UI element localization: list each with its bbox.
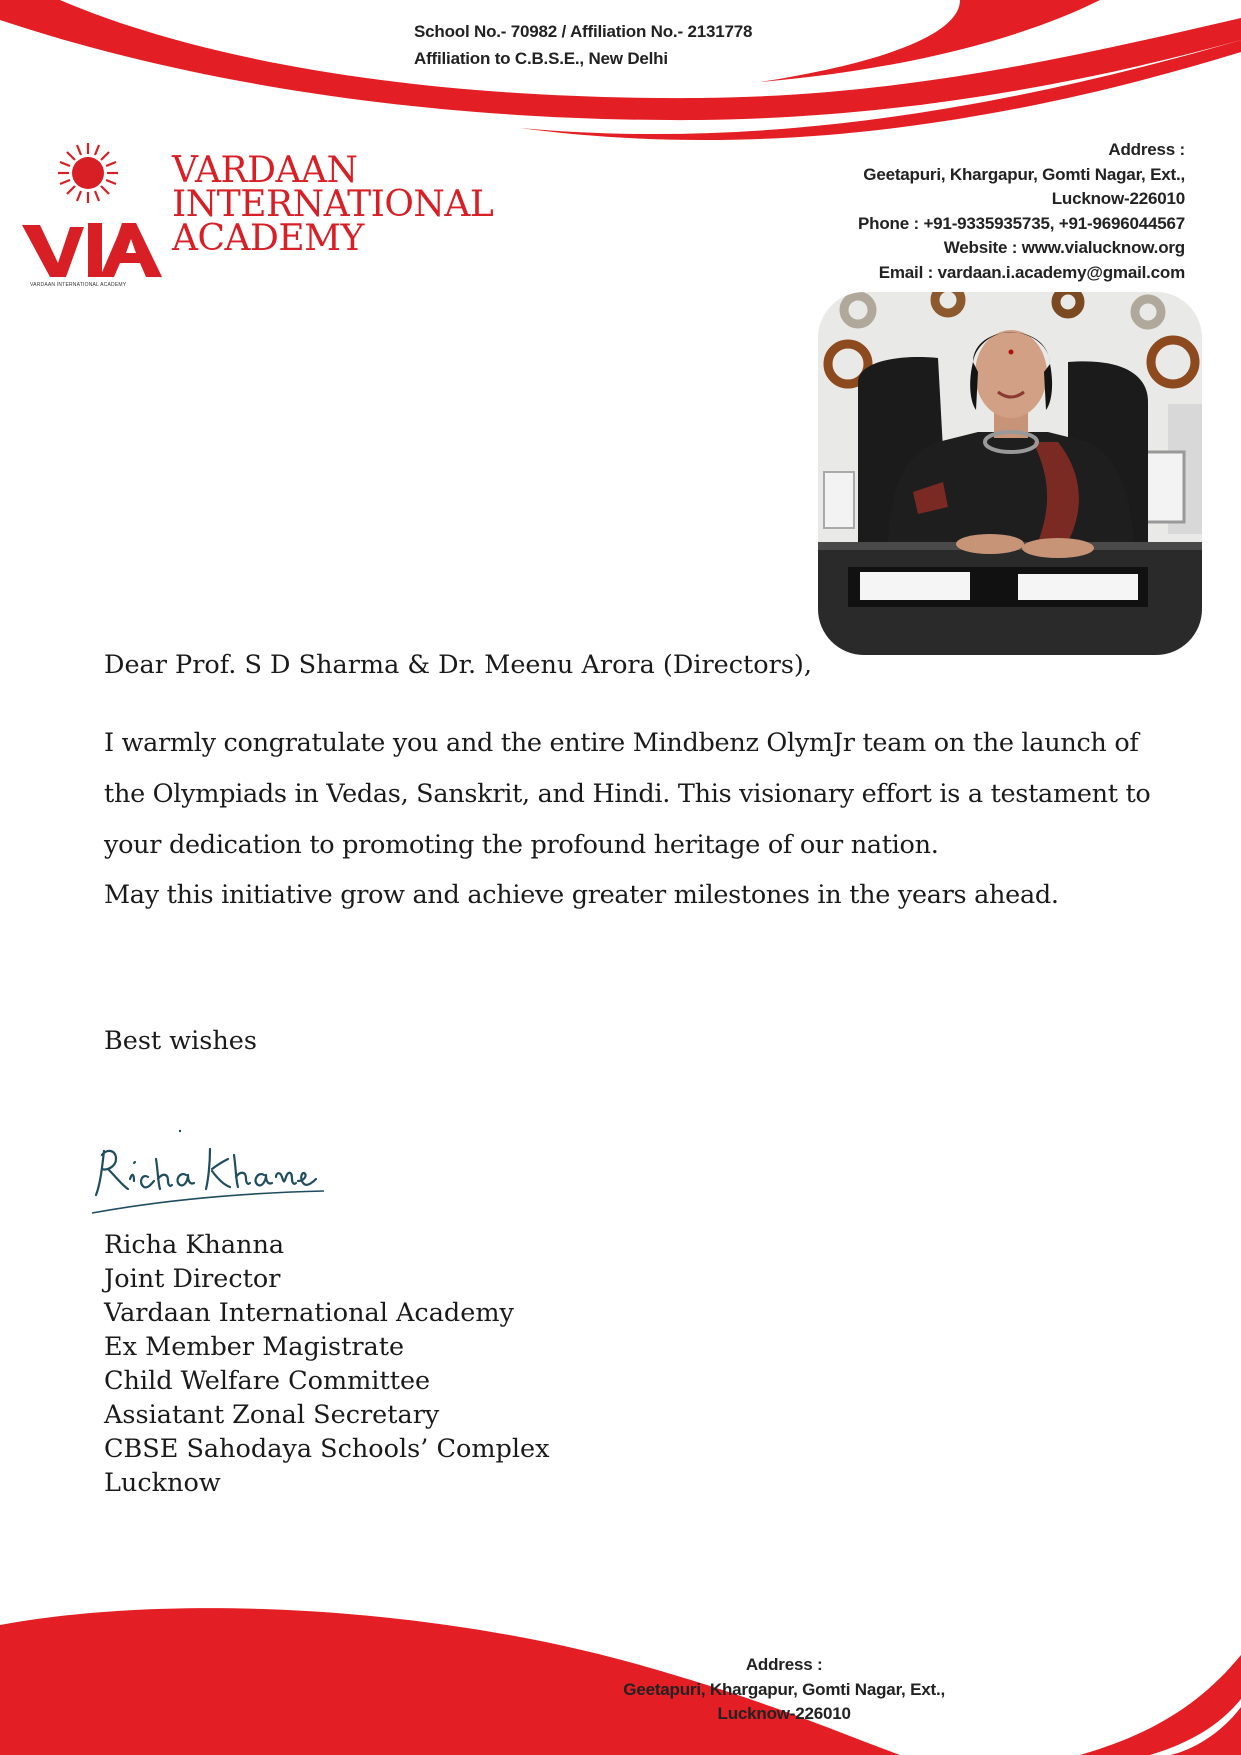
phone-line: Phone : +91-9335935735, +91-9696044567 [858, 213, 1185, 233]
signatory-role: Assiatant Zonal Secretary [104, 1400, 440, 1430]
address-line1: Geetapuri, Khargapur, Gomti Nagar, Ext., [863, 164, 1185, 184]
school-name-line1: VARDAAN [172, 150, 358, 191]
signatory-organisation: Vardaan International Academy [104, 1298, 514, 1328]
via-monogram [22, 223, 162, 277]
sun-emblem [58, 143, 118, 203]
paragraph-congratulations: I warmly congratulate you and the entire Mindbenz OlymJr team on the launch of the Olympiads in Vedas, Sanskrit, and Hindi. This visionary effort is a testament to your dedication to promoting the profound heritage of our nation. [104, 728, 1151, 860]
contact-block [858, 138, 1185, 285]
portrait-illustration [818, 292, 1202, 655]
portrait-photo [818, 292, 1202, 655]
footer-address-label: Address : [745, 1655, 823, 1674]
signatory-role: CBSE Sahodaya Schools’ Complex [104, 1434, 550, 1464]
footer-address-line2: Lucknow-226010 [717, 1704, 851, 1723]
school-name-line2: INTERNATIONAL [172, 184, 494, 225]
closing: Best wishes [104, 1026, 257, 1056]
paragraph-wishes: May this initiative grow and achieve greater milestones in the years ahead. [104, 880, 1059, 910]
handwritten-signature [88, 1125, 348, 1225]
signatory-block [104, 1228, 549, 1500]
address-label: Address : [1108, 140, 1185, 159]
signatory-role: Child Welfare Committee [104, 1366, 431, 1396]
via-logo [18, 135, 168, 285]
footer-address-line1: Geetapuri, Khargapur, Gomti Nagar, Ext., [623, 1679, 945, 1699]
school-number-line: School No.- 70982 / Affiliation No.- 2131778 [414, 22, 753, 41]
salutation: Dear Prof. S D Sharma & Dr. Meenu Arora (Directors), [104, 650, 812, 680]
affiliation-line: Affiliation to C.B.S.E., New Delhi [414, 49, 668, 68]
school-name-line3: ACADEMY [172, 218, 364, 259]
footer-address [623, 1653, 945, 1727]
school-affiliation-info [414, 18, 752, 72]
school-name [172, 150, 494, 259]
address-line2: Lucknow-226010 [1051, 189, 1185, 208]
logo-caption: VARDAAN INTERNATIONAL ACADEMY [30, 282, 127, 288]
website-line: Website : www.vialucknow.org [943, 238, 1185, 257]
signatory-title: Joint Director [104, 1264, 281, 1294]
signatory-role: Ex Member Magistrate [104, 1332, 405, 1362]
signatory-city: Lucknow [104, 1468, 221, 1498]
email-line: Email : vardaan.i.academy@gmail.com [878, 262, 1185, 282]
footer-swoosh [0, 1595, 1241, 1755]
signatory-name: Richa Khanna [104, 1230, 285, 1260]
